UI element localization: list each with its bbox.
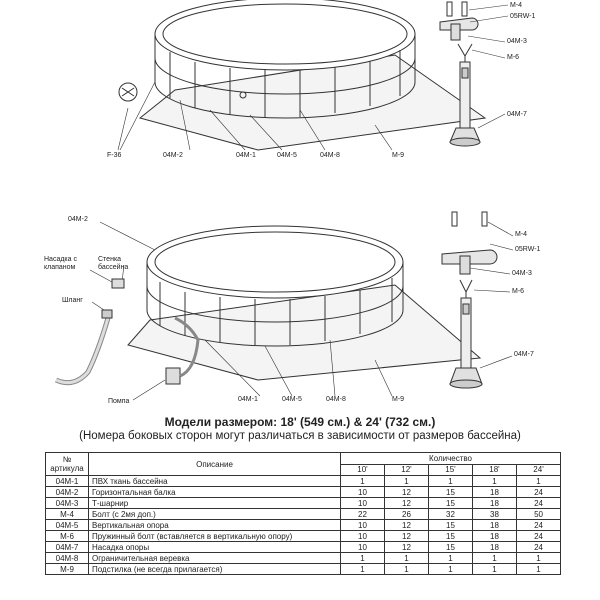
part-quantity: 10 — [341, 498, 385, 509]
label-04m2-top: 04M-2 — [163, 152, 183, 159]
part-quantity: 24 — [517, 542, 561, 553]
part-quantity: 24 — [517, 487, 561, 498]
label-04m7-top: 04M-7 — [507, 111, 527, 118]
part-quantity: 12 — [385, 487, 429, 498]
label-04m1-top: 04M-1 — [236, 152, 256, 159]
label-04m5-bottom: 04M-5 — [282, 396, 302, 403]
part-quantity: 1 — [385, 476, 429, 487]
header-quantity: Количество — [341, 453, 561, 465]
label-pool-wall: Стенка бассейна — [98, 256, 129, 271]
part-quantity: 18 — [473, 542, 517, 553]
header-size: 18' — [473, 464, 517, 476]
part-description: Болт (с 2мя доп.) — [89, 509, 341, 520]
part-code: M-4 — [46, 509, 89, 520]
header-size: 10' — [341, 464, 385, 476]
part-quantity: 15 — [429, 520, 473, 531]
part-quantity: 1 — [473, 476, 517, 487]
part-quantity: 1 — [473, 553, 517, 564]
part-code: 04M-1 — [46, 476, 89, 487]
table-row — [46, 553, 561, 564]
label-04m5-top: 04M-5 — [277, 152, 297, 159]
part-quantity: 1 — [517, 553, 561, 564]
parts-table — [45, 452, 561, 575]
label-nozzle-valve: Насадка с клапаном — [44, 256, 77, 271]
part-code: 04M-7 — [46, 542, 89, 553]
label-04m2-bottom: 04M-2 — [68, 216, 88, 223]
label-04m8-top: 04M-8 — [320, 152, 340, 159]
part-description: Горизонтальная балка — [89, 487, 341, 498]
part-code: 04M-5 — [46, 520, 89, 531]
header-size: 24' — [517, 464, 561, 476]
part-quantity: 1 — [517, 476, 561, 487]
table-row — [46, 487, 561, 498]
label-m9-bottom: M-9 — [392, 396, 405, 403]
part-quantity: 38 — [473, 509, 517, 520]
part-quantity: 1 — [429, 564, 473, 575]
part-quantity: 24 — [517, 531, 561, 542]
part-code: 04M-2 — [46, 487, 89, 498]
models-heading: Модели размером: 18' (549 см.) & 24' (732 см.) — [164, 415, 436, 429]
part-quantity: 24 — [517, 498, 561, 509]
part-description: Т-шарнир — [89, 498, 341, 509]
part-description: ПВХ ткань бассейна — [89, 476, 341, 487]
part-description: Вертикальная опора — [89, 520, 341, 531]
part-quantity: 26 — [385, 509, 429, 520]
part-quantity: 50 — [517, 509, 561, 520]
part-quantity: 18 — [473, 520, 517, 531]
part-quantity: 18 — [473, 498, 517, 509]
part-quantity: 18 — [473, 487, 517, 498]
part-quantity: 12 — [385, 520, 429, 531]
label-04m8-bottom: 04M-8 — [326, 396, 346, 403]
valve-detail-icon — [119, 83, 137, 101]
header-code: № артикула — [46, 453, 89, 476]
part-quantity: 1 — [429, 476, 473, 487]
table-row — [46, 498, 561, 509]
part-quantity: 32 — [429, 509, 473, 520]
table-row — [46, 531, 561, 542]
part-description: Подстилка (не всегда прилагается) — [89, 564, 341, 575]
part-quantity: 24 — [517, 520, 561, 531]
part-quantity: 15 — [429, 498, 473, 509]
part-quantity: 10 — [341, 542, 385, 553]
part-description: Пружинный болт (вставляется в вертикальную опору) — [89, 531, 341, 542]
table-row — [46, 520, 561, 531]
part-quantity: 15 — [429, 542, 473, 553]
table-row — [46, 476, 561, 487]
part-quantity: 1 — [341, 476, 385, 487]
label-pump: Помпа — [108, 398, 130, 405]
part-quantity: 15 — [429, 487, 473, 498]
part-quantity: 1 — [429, 553, 473, 564]
part-code: M-9 — [46, 564, 89, 575]
header-description: Описание — [89, 453, 341, 476]
part-description: Ограничительная веревка — [89, 553, 341, 564]
part-quantity: 12 — [385, 542, 429, 553]
label-05rw1-top: 05RW-1 — [510, 13, 536, 20]
label-04m1-bottom: 04M-1 — [238, 396, 258, 403]
part-code: 04M-8 — [46, 553, 89, 564]
part-quantity: 10 — [341, 520, 385, 531]
parts-stack-top — [440, 2, 480, 146]
label-05rw1-bottom: 05RW-1 — [515, 246, 541, 253]
label-m4-top: M-4 — [510, 2, 523, 9]
header-size: 15' — [429, 464, 473, 476]
part-quantity: 15 — [429, 531, 473, 542]
part-quantity: 1 — [385, 564, 429, 575]
label-04m3-bottom: 04M-3 — [512, 270, 532, 277]
part-quantity: 12 — [385, 531, 429, 542]
part-quantity: 1 — [341, 564, 385, 575]
part-quantity: 10 — [341, 487, 385, 498]
part-quantity: 1 — [517, 564, 561, 575]
label-m4-bottom: M-4 — [515, 231, 528, 238]
label-f36: F-36 — [107, 152, 122, 159]
parts-table-body — [46, 476, 561, 575]
header-size: 12' — [385, 464, 429, 476]
table-row — [46, 509, 561, 520]
part-description: Насадка опоры — [89, 542, 341, 553]
table-row — [46, 564, 561, 575]
label-m6-top: M-6 — [507, 54, 520, 61]
part-quantity: 10 — [341, 531, 385, 542]
parts-stack-bottom — [442, 212, 497, 388]
label-m6-bottom: M-6 — [512, 288, 525, 295]
part-code: 04M-3 — [46, 498, 89, 509]
part-quantity: 1 — [341, 553, 385, 564]
part-quantity: 22 — [341, 509, 385, 520]
models-subheading: (Номера боковых сторон могут различаться в зависимости от размеров бассейна) — [79, 430, 521, 442]
label-m9-top: M-9 — [392, 152, 405, 159]
part-quantity: 12 — [385, 498, 429, 509]
part-quantity: 18 — [473, 531, 517, 542]
part-quantity: 1 — [473, 564, 517, 575]
label-hose: Шланг — [62, 297, 83, 304]
ground-cloth-bottom — [128, 285, 480, 380]
table-row — [46, 542, 561, 553]
label-04m3-top: 04M-3 — [507, 38, 527, 45]
label-04m7-bottom: 04M-7 — [514, 351, 534, 358]
part-code: M-6 — [46, 531, 89, 542]
part-quantity: 1 — [385, 553, 429, 564]
